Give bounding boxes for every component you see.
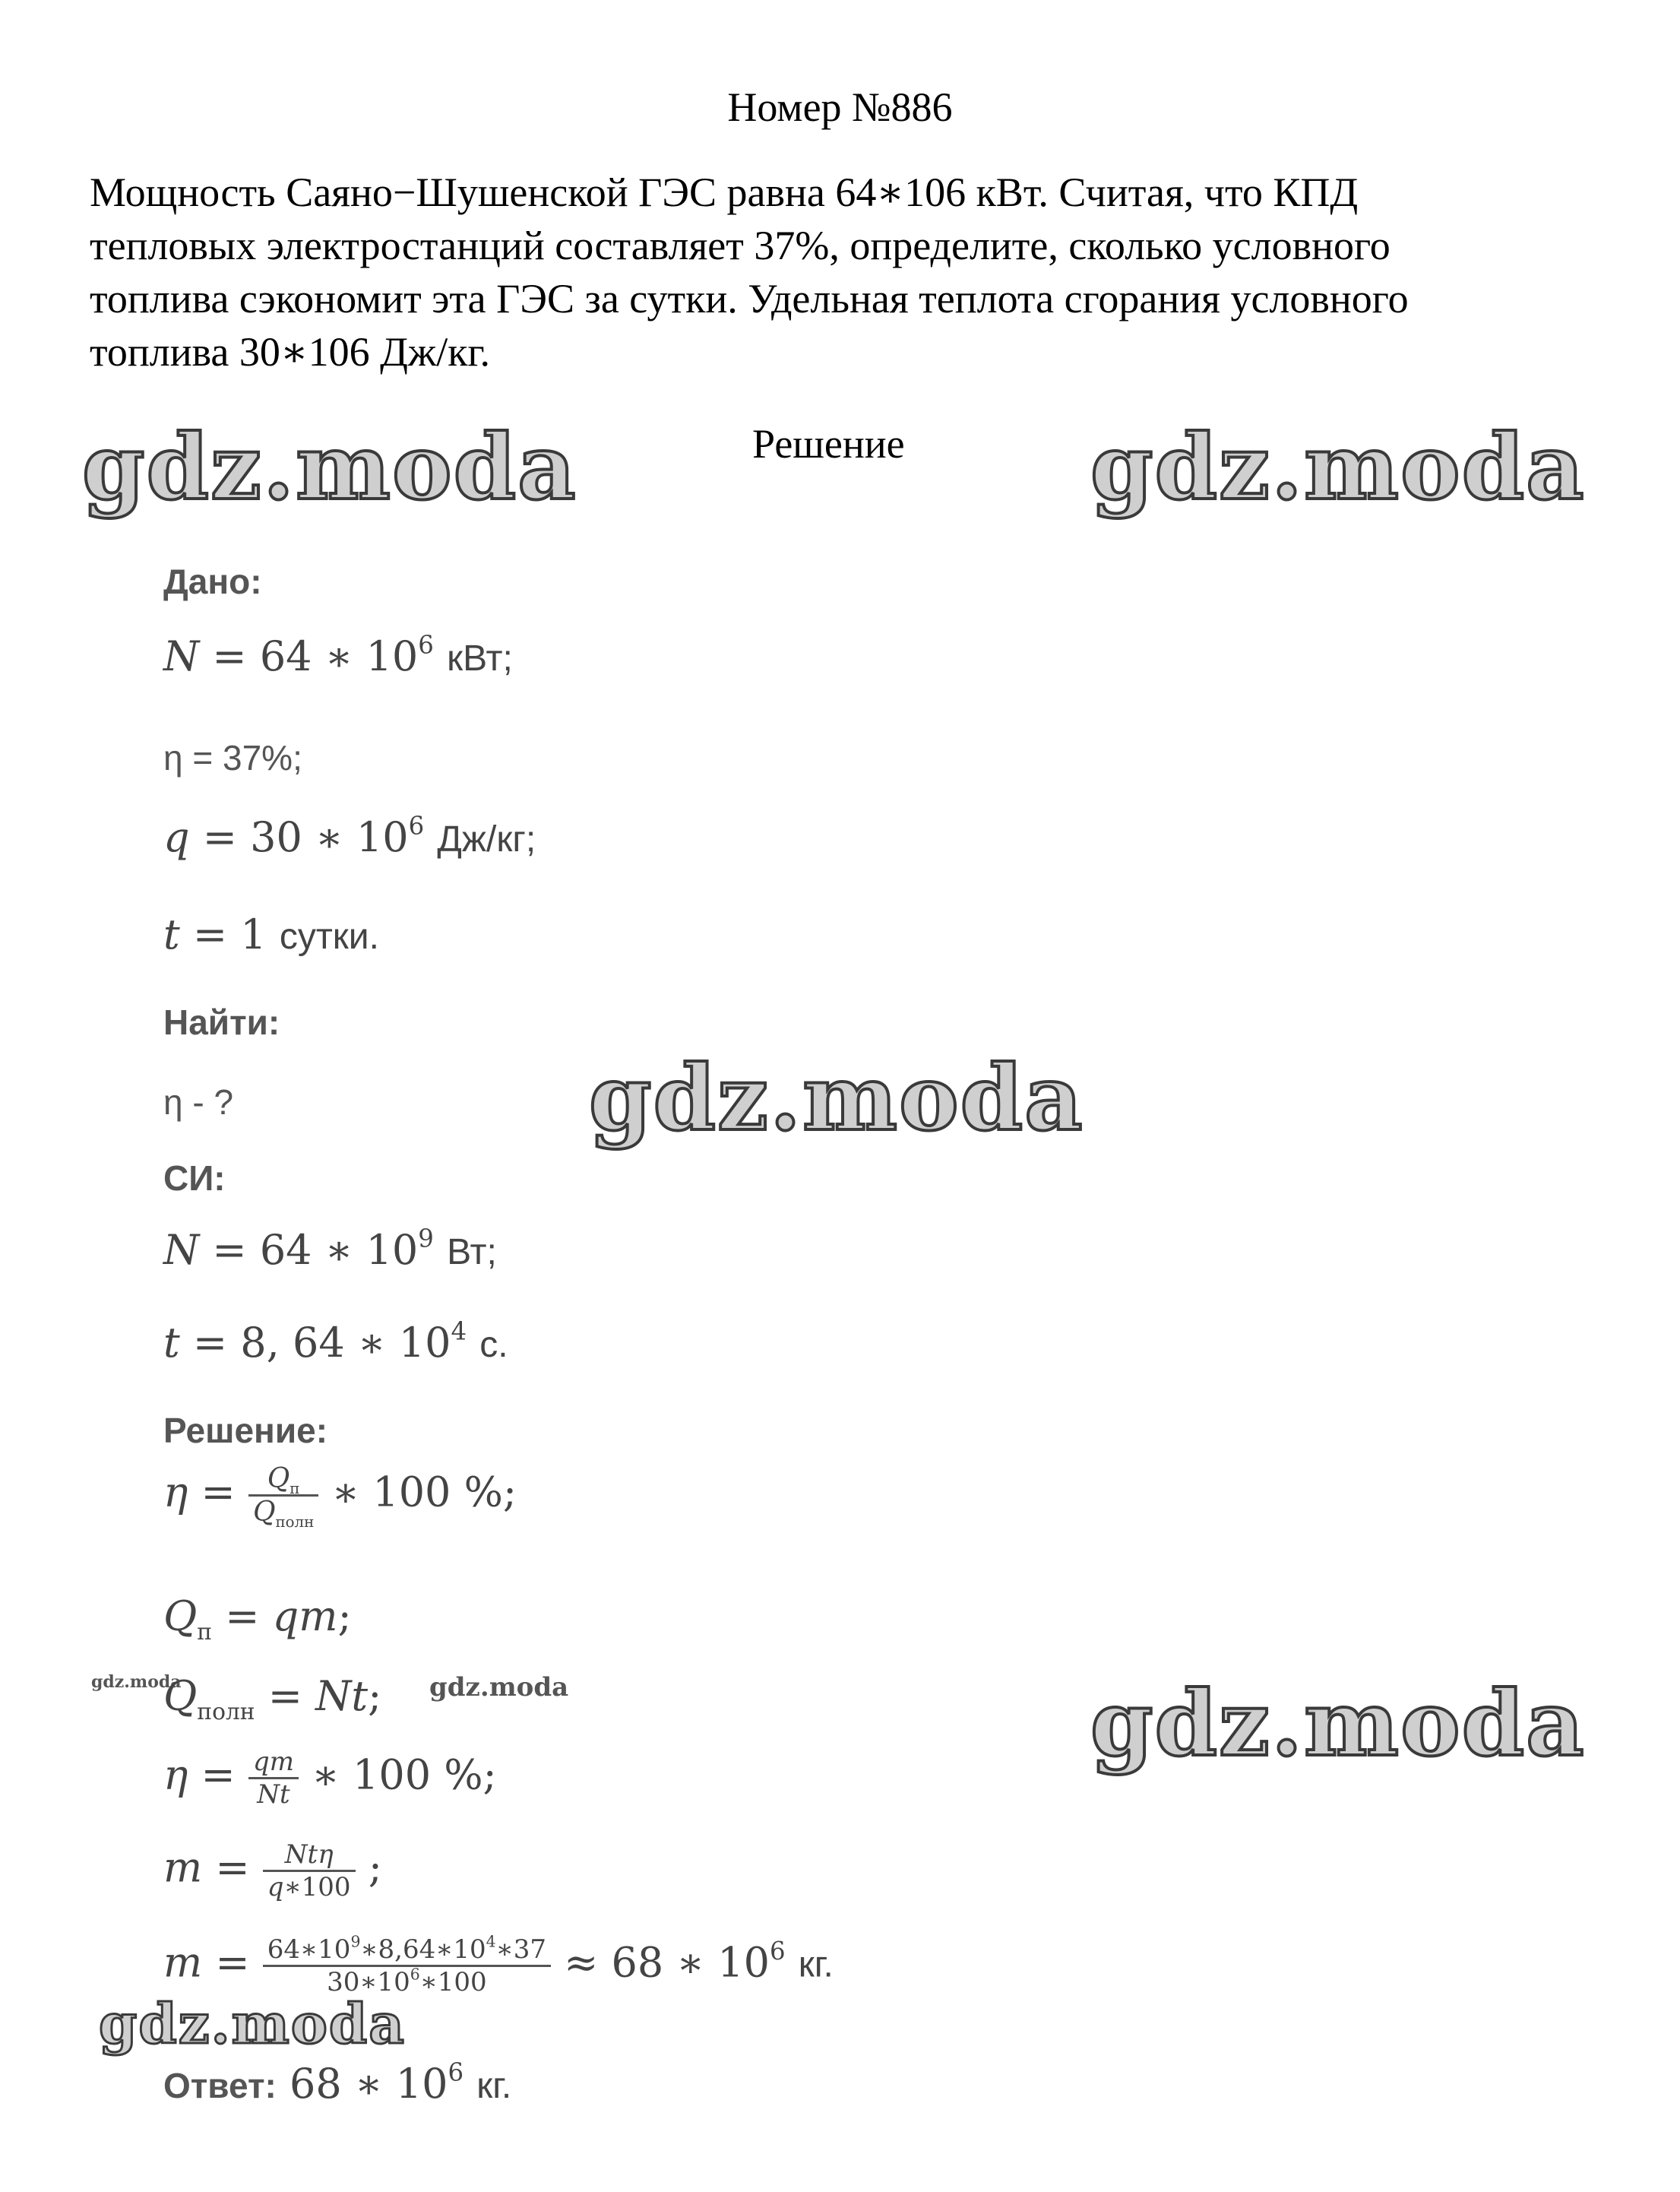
si-label: СИ: (163, 1158, 226, 1198)
find-label: Найти: (163, 1003, 280, 1042)
given-label: Дано: (163, 562, 262, 601)
problem-line-4: топлива 30∗106 Дж/кг. (90, 329, 491, 375)
unit-s: с. (479, 1325, 508, 1365)
watermark-logo: gdz.moda (589, 1045, 1084, 1151)
watermark-logo: gdz.moda (1090, 1671, 1586, 1776)
formula-eta-1: η = $\frac{Q_п}{Q_{полн}}$ ∗ 100 %; (163, 1463, 517, 1532)
solution-heading: Решение (752, 421, 905, 467)
problem-statement (90, 166, 1602, 379)
formula-m-value: m = $\frac{64∗10^9∗8,64∗10^4∗37}{30∗10^6∗100}$ ≈ 68 ∗ $10^6$ кг. (163, 1932, 834, 1997)
problem-line-2: тепловых электростанций составляет 37%, определите, сколько условного (90, 223, 1391, 268)
watermark-logo: gdz.moda (1090, 414, 1586, 520)
answer-line: Ответ: 68 ∗ $10^6$ кг. (163, 2057, 512, 2108)
unit-w: Вт; (447, 1232, 497, 1272)
formula-m: m = $\frac{\text{Ntη}}{q∗100}$ ; (163, 1839, 382, 1902)
problem-line-1: Мощность Саяно−Шушенской ГЭС равна 64∗106 кВт. Считая, что КПД (90, 169, 1359, 215)
si-N: N = 64 ∗ $10^9$ Вт; (163, 1224, 497, 1274)
formula-qp: $Q_п$ = qm; (163, 1592, 352, 1646)
work-label: Решение: (163, 1411, 328, 1450)
given-q: q = 30 ∗ $10^6$ Дж/кг; (163, 811, 536, 861)
unit-kw: кВт; (447, 638, 513, 679)
fraction: $\frac{\text{Ntη}}{q∗100}$ (263, 1839, 356, 1902)
unit-day: сутки. (279, 917, 379, 957)
unit-kg: кг. (798, 1944, 834, 1985)
watermark-small: gdz.moda (91, 1672, 182, 1692)
given-eta: η = 37%; (163, 738, 302, 778)
answer-label: Ответ: (163, 2066, 277, 2105)
unit-kg: кг. (476, 2066, 512, 2106)
find-line: η - ? (163, 1082, 234, 1122)
given-t: t = 1 сутки. (163, 911, 379, 958)
fraction: $\frac{qm}{Nt}$ (248, 1747, 299, 1810)
problem-line-3: топлива сэкономит эта ГЭС за сутки. Удельная теплота сгорания условного (90, 276, 1409, 322)
given-N: N = 64 ∗ $10^6$ кВт; (163, 630, 513, 680)
formula-qfull: $Q_{полн} = Nt$; (163, 1672, 382, 1725)
watermark-logo: gdz.moda (99, 1991, 406, 2056)
fraction: $\frac{Q_п}{Q_{полн}}$ (248, 1463, 318, 1528)
si-t: t = 8, 64 ∗ $10^4$ с. (163, 1316, 508, 1367)
watermark-logo: gdz.moda (82, 414, 577, 520)
watermark-small: gdz.moda (429, 1672, 569, 1703)
page-title: Номер №886 (727, 84, 953, 130)
fraction: $\frac{64∗10^9∗8,64∗10^4∗37}{30∗10^6∗100}$ (263, 1934, 551, 1997)
unit-j-per-kg: Дж/кг; (437, 819, 536, 860)
formula-eta-2: η = $\frac{qm}{Nt}$ ∗ 100 %; (163, 1747, 497, 1810)
